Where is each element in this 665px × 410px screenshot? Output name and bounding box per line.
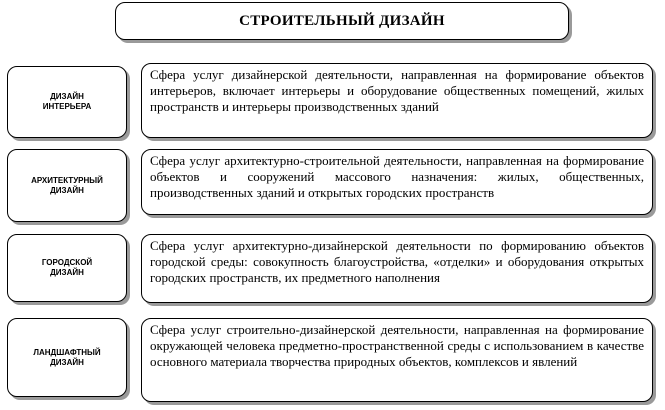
label-landscape-design: ЛАНДШАФТНЫЙ ДИЗАЙН: [33, 347, 101, 367]
label-interior-design: ДИЗАЙН ИНТЕРЬЕРА: [42, 92, 92, 111]
description-urban-design: Сфера услуг архитектурно-дизайнерской деятельности по формированию объектов городской среды: совокупность благоустройства, «отделки» и оборудования открытых городских пространств, их предметного наполнения: [150, 238, 644, 285]
description-interior-design: Сфера услуг дизайнерской деятельности, направленная на формирование объектов интерьеров, включает интерьеры и оборудование общественных помещений, жилых пространств и интерьеры производственных зданий: [150, 67, 644, 114]
description-box-landscape-design: [141, 318, 653, 402]
diagram-title: СТРОИТЕЛЬНЫЙ ДИЗАЙН: [239, 12, 445, 29]
description-box-interior-design: [141, 63, 653, 138]
label-box-interior-design: [7, 66, 127, 138]
label-architectural-design: АРХИТЕКТУРНЫЙ ДИЗАЙН: [31, 175, 103, 195]
description-architectural-design: Сфера услуг архитектурно-строительной деятельности, направленная на формирование объектов и сооружений массового назначения: жилых, общественных, производственных зданий и открытых городских пространств: [150, 153, 644, 200]
description-box-architectural-design: [141, 149, 653, 215]
label-box-urban-design: [7, 234, 127, 302]
label-box-architectural-design: [7, 149, 127, 222]
description-box-urban-design: [141, 234, 653, 303]
description-landscape-design: Сфера услуг строительно-дизайнерской деятельности, направленная на формирование окружающей человека предметно-пространственной среды с использованием в качестве основного материала творчества природных объектов, комплексов и явлений: [150, 322, 644, 369]
label-urban-design: ГОРОДСКОЙ ДИЗАЙН: [41, 258, 93, 277]
label-box-landscape-design: [7, 318, 127, 397]
diagram-title-box: [115, 2, 569, 40]
